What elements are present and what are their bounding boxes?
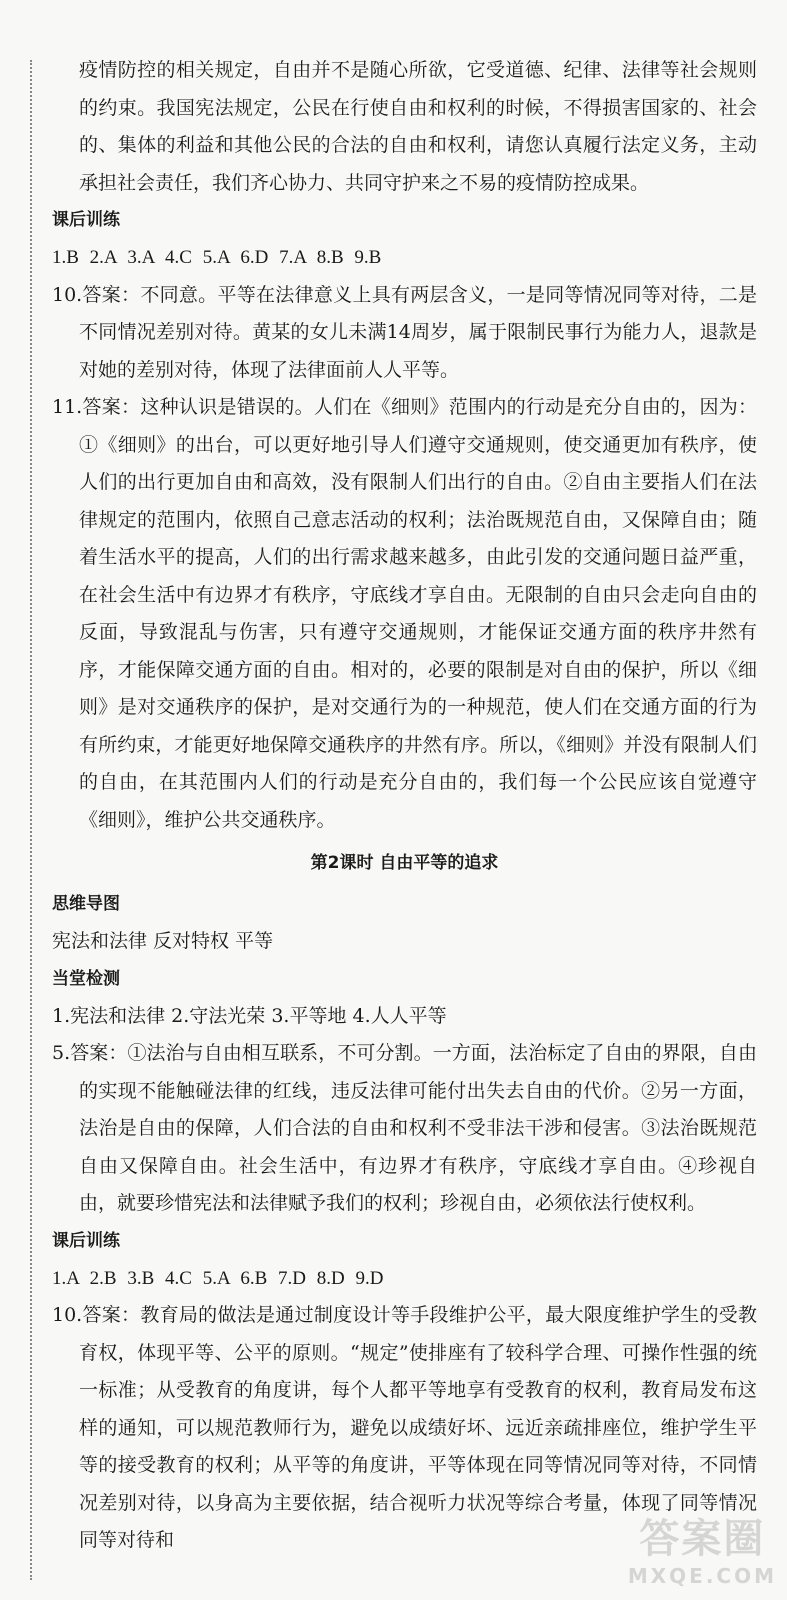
- answer-paragraph: 疫情防控的相关规定，自由并不是随心所欲，它受道德、纪律、法律等社会规则的约束。我国宪法规定，公民在行使自由和权利的时候，不得损害国家的、社会的、集体的利益和其他公民的合法的自由和权利，请您认真履行法定义务，主动承担社会责任，我们齐心协力、共同守护来之不易的疫情防控成果。: [79, 59, 757, 194]
- section-heading: 当堂检测: [52, 968, 120, 989]
- answer-paragraph: 宪法和法律 反对特权 平等: [52, 930, 274, 952]
- watermark-en: MXQE.COM: [627, 1564, 777, 1588]
- answer-paragraph: 10.答案：教育局的做法是通过制度设计等手段维护公平，最大限度维护学生的受教育权，体现平等、公平的原则。“规定”使排座有了较科学合理、可操作性强的统一标准；从受教育的角度讲，每个人都平等地享有受教育的权利，教育局发布这样的通知，可以规范教师行为，避免以成绩好坏、远近亲疏排座位，维护学生平等的接受教育的权利；从平等的角度讲，平等体现在同等情况同等对待，不同情况差别对待，以身高为主要依据，结合视听力状况等综合考量，体现了同等情况同等对待和: [52, 1304, 757, 1551]
- answer-paragraph: 1.宪法和法律 2.守法光荣 3.平等地 4.人人平等: [52, 1004, 447, 1027]
- section-heading: 课后训练: [52, 210, 120, 230]
- lesson-title: 第2课时 自由平等的追求: [310, 853, 499, 873]
- answer-paragraph: 11.答案：这种认识是错误的。人们在《细则》范围内的行动是充分自由的，因为：①《细则》的出台，可以更好地引导人们遵守交通规则，使交通更加有秩序，使人们的出行更加自由和高效，没有限制人们出行的自由。②自由主要指人们在法律规定的范围内，依照自己意志活动的权利；法治既规范自由，又保障自由；随着生活水平的提高，人们的出行需求越来越多，由此引发的交通问题日益严重，在社会生活中有边界才有秩序，守底线才享自由。无限制的自由只会走向自由的反面，导致混乱与伤害，只有遵守交通规则，才能保证交通方面的秩序井然有序，才能保障交通方面的自由。相对的，必要的限制是对自由的保护，所以《细则》是对交通秩序的保护，是对交通行为的一种规范，使人们在交通方面的行为有所约束，才能更好地保障交通秩序的井然有序。所以，《细则》并没有限制人们的自由，在其范围内人们的行动是充分自由的，我们每一个公民应该自觉遵守《细则》，维护公共交通秩序。: [52, 396, 757, 831]
- section-heading: 课后训练: [52, 1230, 120, 1251]
- answer-paragraph: 10.答案：不同意。平等在法律意义上具有两层含义，一是同等情况同等对待，二是不同情况差别对待。黄某的女儿未满14周岁，属于限制民事行为能力人，退款是对她的差别对待，体现了法律面前人人平等。: [52, 283, 757, 381]
- answer-content: [52, 52, 757, 1560]
- watermark-logo: [628, 1507, 777, 1588]
- answer-paragraph: 5.答案：①法治与自由相互联系，不可分割。一方面，法治标定了自由的界限，自由的实现不能触碰法律的红线，违反法律可能付出失去自由的代价。②另一方面，法治是自由的保障，人们合法的自由和权利不受非法干涉和侵害。③法治既规范自由又保障自由。社会生活中，有边界才有秩序，守底线才享自由。④珍视自由，就要珍惜宪法和法律赋予我们的权利；珍视自由，必须依法行使权利。: [52, 1042, 757, 1214]
- section-heading: 思维导图: [52, 894, 120, 914]
- watermark-cn: 答案圈: [639, 1516, 766, 1562]
- binding-dotted-line: [30, 60, 32, 1580]
- answer-paragraph: 1.A 2.B 3.B 4.C 5.A 6.B 7.D 8.D 9.D: [52, 1267, 384, 1289]
- answer-paragraph: 1.B 2.A 3.A 4.C 5.A 6.D 7.A 8.B 9.B: [52, 247, 382, 268]
